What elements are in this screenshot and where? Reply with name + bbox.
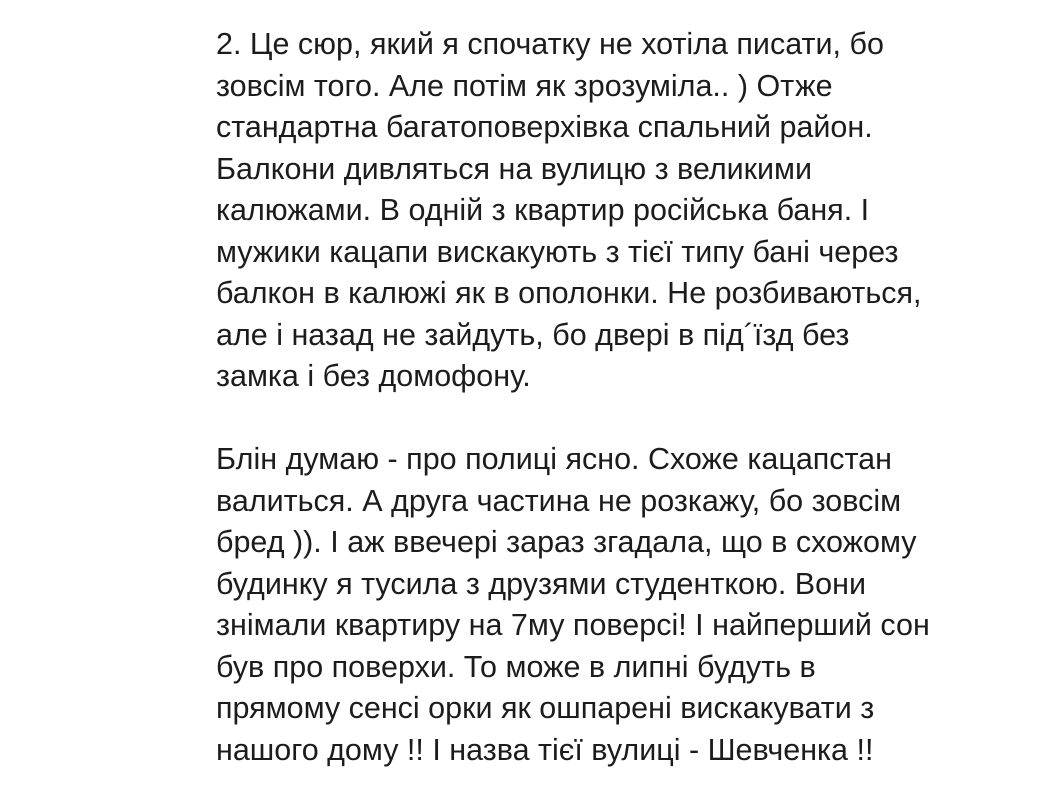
text-line: зовсім того. Але потім як зрозуміла.. ) Отже [216, 68, 833, 103]
text-line: Блін думаю - про полиці ясно. Схоже кацапстан [216, 442, 892, 476]
text-line: бред )). І аж ввечері зараз згадала, що в схожому [216, 525, 917, 559]
text-line: був про поверхи. То може в липні будуть в [216, 649, 816, 684]
text-line: мужики кацапи вискакують з тієї типу бані через [216, 234, 899, 269]
text-line: стандартна багатоповерхівка спальний район. [216, 110, 873, 144]
text-line: нашого дому !! І назва тієї вулиці - Шевченка !! [216, 732, 874, 767]
text-line: Балкони дивляться на вулицю з великими [216, 151, 813, 186]
text-line: будинку я тусила з друзями студенткою. Вони [216, 566, 866, 601]
text-line: валиться. А друга частина не розкажу, бо зовсім [216, 483, 902, 518]
text-line: балкон в калюжі як в ополонки. Не розбиваються, [216, 276, 922, 310]
message-text [216, 24, 1055, 771]
text-line: але і назад не зайдуть, бо двері в під´їзд без [216, 317, 850, 352]
paragraph-2 [216, 439, 1055, 771]
text-line: калюжами. В одній з квартир російська баня. І [216, 193, 870, 227]
paragraph-spacer [216, 398, 1055, 440]
paragraph-1 [216, 24, 1055, 398]
text-line: прямому сенсі орки як ошпарені вискакувати з [216, 691, 875, 725]
text-line: замка і без домофону. [216, 359, 531, 393]
text-line: 2. Це сюр, який я спочатку не хотіла писати, бо [216, 27, 884, 61]
text-line: знімали квартиру на 7му поверсі! І найперший сон [216, 608, 930, 642]
